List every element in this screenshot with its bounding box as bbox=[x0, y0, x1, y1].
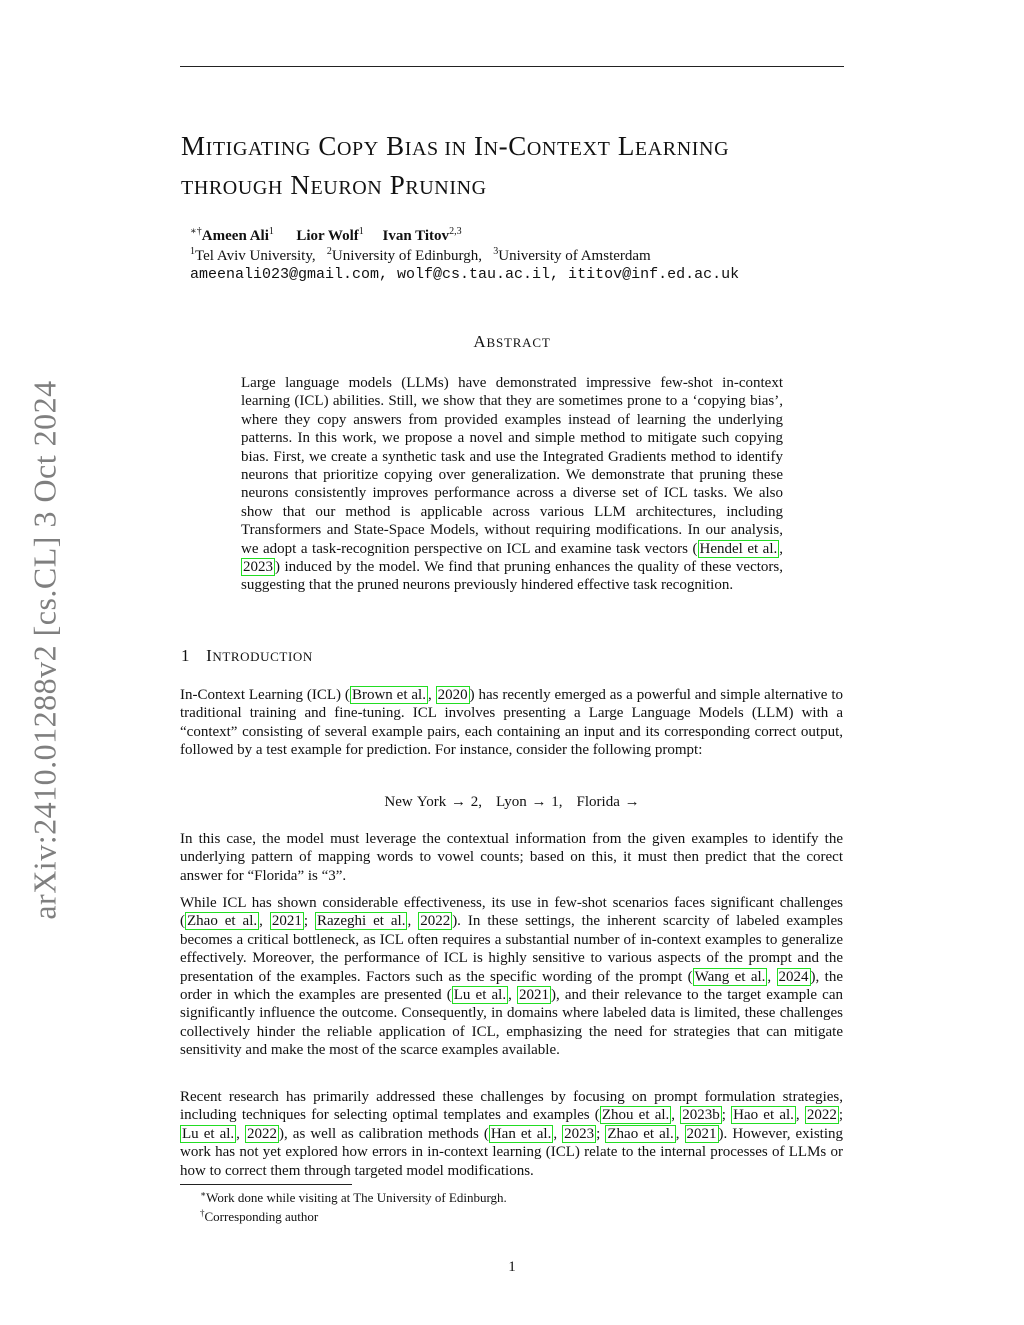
citation-link[interactable]: 2022 bbox=[420, 913, 451, 930]
paragraph: In this case, the model must leverage the contextual information from the given examples to identify the underlying pattern of mapping words to vowel counts; based on this, it must then predict that the corect answer for “Florida” is “3”. bbox=[180, 831, 843, 884]
citation-link[interactable]: Zhao et al. bbox=[607, 1125, 674, 1142]
paper-title bbox=[181, 128, 861, 206]
page-number: 1 bbox=[508, 1259, 516, 1275]
citation-link[interactable]: 2020 bbox=[437, 687, 468, 703]
title-line-2: THROUGH NEURON PRUNING bbox=[181, 170, 487, 200]
footnote: ∗Work done while visiting at The University of Edinburgh. bbox=[200, 1189, 507, 1205]
author-2: Lior Wolf bbox=[296, 228, 359, 244]
citation-link[interactable]: 2021 bbox=[686, 1125, 717, 1142]
author-list: ∗†Ameen Ali$^1$ Lior Wolf$^1$ Ivan Titov$^{2,3}$ bbox=[190, 226, 462, 244]
abstract-heading: ABSTRACT bbox=[473, 332, 551, 351]
citation-link[interactable]: 2021 bbox=[271, 913, 302, 930]
author-3: Ivan Titov bbox=[382, 228, 450, 244]
paragraph: While ICL has shown considerable effectiveness, its use in few-shot scenarios faces significant challenges ( Zhao et al. , 2021 ; Razeghi et al. , 2022 ). In these settings, the inherent scarcity of labeled examples becomes a critical bottleneck, as ICL often requires a substantial number of in-context examples to generalize effectively. Moreover, the performance of ICL is highly sensitive to various aspects of the prompt and the presentation of the examples. Factors such as the specific wording of the prompt ( Wang et al. , 2024 ), the order in which the examples are presented ( Lu et al. , 2021 ), and their relevance to the target example can significantly influence the outcome. Consequently, in domains where labeled data is limited, these challenges collectively hinder the reliable application of ICL, emphasizing the need for strategies that can mitigate sensitivity and make the most of the scarce examples available. bbox=[180, 895, 844, 1059]
paragraph: In-Context Learning (ICL) ( Brown et al. , 2020 ) has recently emerged as a powerful and simple alternative to traditional training and fine-tuning. ICL involves presenting a Large Language Models (LLM) with a “context” consisting of several example pairs, each containing an input and its corresponding correct output, followed by a test example for prediction. For instance, consider the following prompt: bbox=[180, 687, 844, 759]
citation-link[interactable]: Wang et al. bbox=[694, 968, 766, 985]
abstract-body: Large language models (LLMs) have demonstrated impressive few-shot in-context learning (ICL) abilities. Still, we show that they are sometimes prone to a ‘copying bias’, where they copy answers from provided examples instead of learning the underlying patterns. In this work, we propose a novel and simple method to mitigate such copying bias. First, we create a synthetic task and use the Integrated Gradients method to identify neurons that prioritize copying over generalization. We demonstrate that pruning these neurons consistently improves performance across a diverse set of ICL tasks. We also show that our method is applicable across various LLM architectures, including Transformers and State-Space Models, without requiring modifications. In our analysis, we adopt a task-recognition perspective on ICL and examine task vectors ( Hendel et al. , 2023 ) induced by the model. We find that pruning enhances the quality of these vectors, suggesting that the pruned neurons previously hindered effective task recognition. bbox=[241, 375, 784, 594]
citation-link[interactable]: Lu et al. bbox=[453, 987, 507, 1004]
citation-link[interactable]: Han et al. bbox=[490, 1125, 552, 1142]
citation-link[interactable]: 2023 bbox=[243, 559, 273, 576]
citation-link[interactable]: 2023 bbox=[564, 1125, 595, 1142]
citation-link[interactable]: 2021 bbox=[519, 987, 549, 1004]
footnote: †Corresponding author bbox=[200, 1208, 319, 1224]
header-rule bbox=[180, 66, 844, 67]
citation-link[interactable]: Lu et al. bbox=[182, 1125, 235, 1142]
citation-link[interactable]: Zhou et al. bbox=[601, 1107, 670, 1124]
citation-link[interactable]: Zhao et al. bbox=[187, 913, 258, 930]
citation-link[interactable]: Hendel et al. bbox=[699, 540, 778, 557]
paragraph: Recent research has primarily addressed these challenges by focusing on prompt formulation strategies, including techniques for selecting optimal templates and examples ( Zhou et al. , 2023b ; Hao et al. , 2022 ; Lu et al. , 2022 ), as well as calibration methods ( Han et al. , 2023 ; Zhao et al. , 2021 ). However, existing work has not yet explored how errors in in-context learning (ICL) relate to the internal processes of LLMs or how to correct them through targeted model modifications. bbox=[180, 1089, 844, 1179]
title-line-1: MITIGATING COPY BIAS IN IN-CONTEXT LEARNING bbox=[181, 131, 730, 161]
section-heading: 1 INTRODUCTION bbox=[181, 646, 313, 665]
citation-link[interactable]: Razeghi et al. bbox=[317, 913, 406, 930]
citation-link[interactable]: Brown et al. bbox=[351, 687, 426, 703]
author-1: Ameen Ali bbox=[201, 228, 269, 244]
citation-link[interactable]: 2022 bbox=[806, 1107, 837, 1124]
arxiv-stamp[interactable]: arXiv:2410.01288v2 [cs.CL] 3 Oct 2024 bbox=[26, 380, 63, 920]
citation-link[interactable]: 2024 bbox=[778, 968, 809, 985]
citation-link[interactable]: 2022 bbox=[246, 1125, 277, 1142]
author-emails: ameenali023@gmail.com, wolf@cs.tau.ac.il, ititov@inf.ed.ac.uk bbox=[190, 266, 740, 283]
citation-link[interactable]: 2023b bbox=[682, 1107, 720, 1124]
footnote-rule bbox=[180, 1184, 352, 1185]
example-prompt: New York → 2, Lyon → 1, Florida → bbox=[384, 794, 640, 810]
affiliations: $^1$Tel Aviv University, $^2$University of Edinburgh, $^3$University of Amsterdam bbox=[190, 246, 651, 264]
author-marks: ∗† bbox=[190, 226, 202, 237]
citation-link[interactable]: Hao et al. bbox=[733, 1107, 794, 1124]
